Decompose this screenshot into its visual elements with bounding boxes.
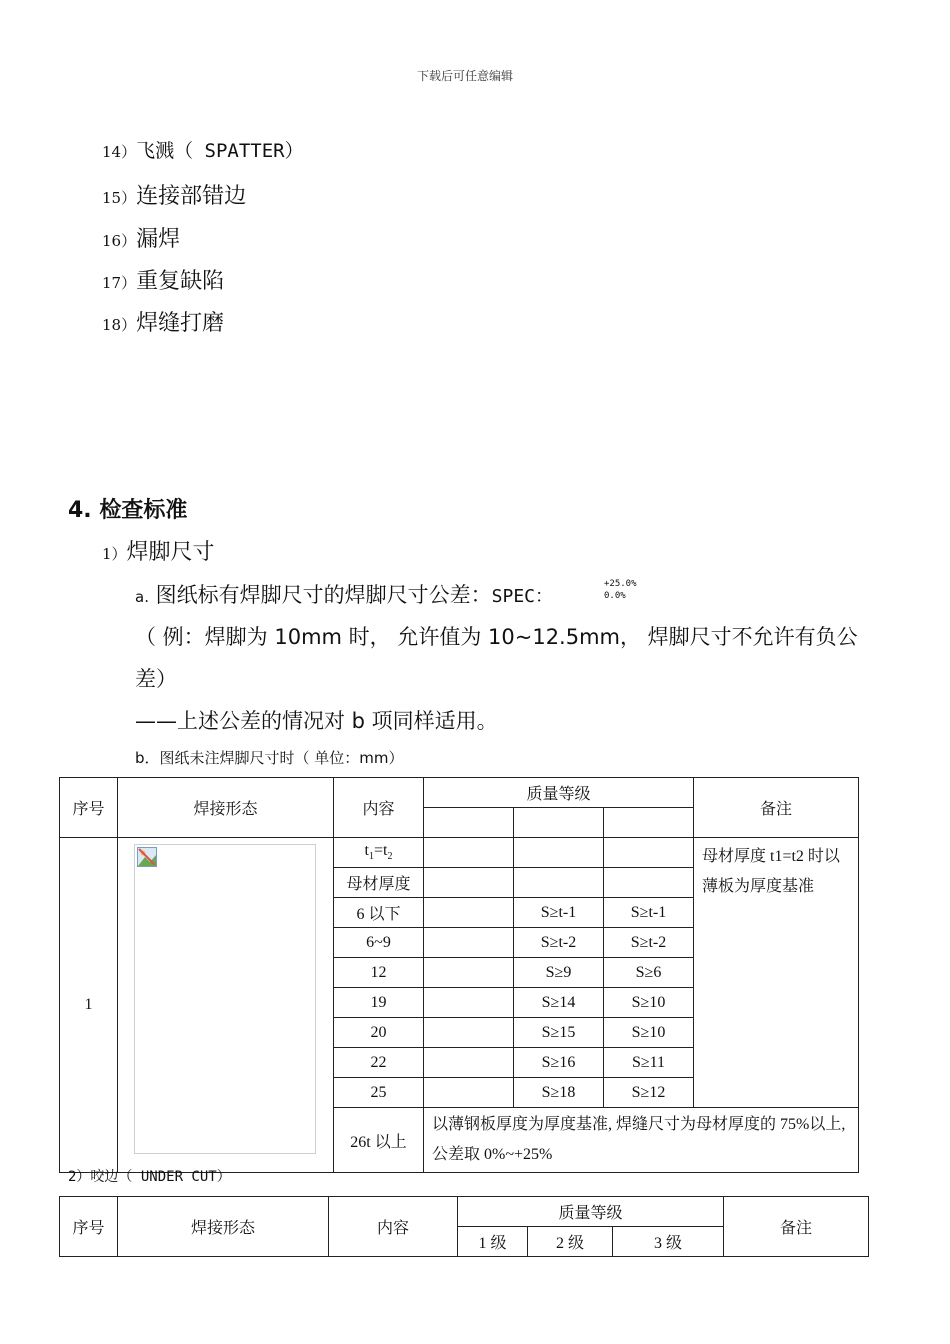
para-a-label: a. <box>135 588 149 606</box>
grade-cell <box>604 838 694 868</box>
list-item <box>102 179 246 210</box>
grade-cell <box>424 898 514 928</box>
subsection-title: 焊脚尺寸 <box>126 540 215 565</box>
grade-subheader <box>604 808 694 838</box>
subsection-heading <box>102 535 215 566</box>
paragraph-b: b．图纸未注焊脚尺寸时（ 单位：mm） <box>135 749 404 767</box>
content-cell: 6~9 <box>334 928 424 958</box>
grade-cell <box>424 1018 514 1048</box>
content-cell: 25 <box>334 1078 424 1108</box>
grade-cell <box>424 988 514 1018</box>
broken-image-icon <box>137 847 157 867</box>
grade-cell: S≥9 <box>514 958 604 988</box>
list-item <box>102 306 224 337</box>
list-item-text: 焊缝打磨 <box>136 311 225 336</box>
note-cell: 母材厚度 t1=t2 时以薄板为厚度基准 <box>694 838 859 1108</box>
header-form: 焊接形态 <box>118 778 334 838</box>
grade-cell: S≥6 <box>604 958 694 988</box>
tolerance-lower: 0.0% <box>604 591 626 601</box>
subsection-number: 1） <box>102 545 127 563</box>
header-grade: 质量等级 <box>424 778 694 808</box>
grade-cell: S≥15 <box>514 1018 604 1048</box>
grade-level: 1 级 <box>458 1227 528 1257</box>
grade-cell: S≥12 <box>604 1078 694 1108</box>
paragraph-a <box>135 579 553 609</box>
grade-cell <box>514 838 604 868</box>
tolerance <box>604 578 637 602</box>
weld-form-cell <box>118 838 334 1173</box>
header-note: 备注 <box>724 1197 869 1257</box>
grade-cell: S≥16 <box>514 1048 604 1078</box>
list-item-text: 重复缺陷 <box>136 269 225 294</box>
grade-level: 3 级 <box>613 1227 724 1257</box>
header-content: 内容 <box>334 778 424 838</box>
list-item-text: 飞溅（ SPATTER） <box>136 140 304 162</box>
grade-cell: S≥11 <box>604 1048 694 1078</box>
grade-cell: S≥t-2 <box>604 928 694 958</box>
grade-subheader <box>424 808 514 838</box>
content-cell: 22 <box>334 1048 424 1078</box>
undercut-heading: 2）咬边（ UNDER CUT） <box>68 1169 231 1185</box>
content-cell: 19 <box>334 988 424 1018</box>
grade-cell <box>424 1048 514 1078</box>
section-title: 检查标准 <box>99 498 188 523</box>
grade-cell: S≥18 <box>514 1078 604 1108</box>
list-item-number: 16） <box>102 232 137 250</box>
example-line-2: 差） <box>135 667 177 691</box>
grade-cell <box>424 838 514 868</box>
grade-cell <box>514 868 604 898</box>
list-item <box>102 222 180 253</box>
grade-cell: S≥10 <box>604 988 694 1018</box>
grade-level: 2 级 <box>528 1227 613 1257</box>
list-item-number: 17） <box>102 274 137 292</box>
note-line: ——上述公差的情况对 b 项同样适用。 <box>135 709 498 733</box>
grade-cell: S≥t-2 <box>514 928 604 958</box>
weld-leg-table <box>59 777 859 1173</box>
section-number: 4. <box>68 498 92 523</box>
example-line-1: （ 例：焊脚为 10mm 时， 允许值为 10~12.5mm， 焊脚尺寸不允许有负公 <box>135 625 858 649</box>
weld-form-image <box>134 844 316 1154</box>
grade-cell: S≥t-1 <box>514 898 604 928</box>
content-cell: 20 <box>334 1018 424 1048</box>
para-a-text: 图纸标有焊脚尺寸的焊脚尺寸公差： <box>155 583 492 607</box>
header-grade: 质量等级 <box>458 1197 724 1227</box>
header-note: 备注 <box>694 778 859 838</box>
content-cell: $t_1=t_2$ <box>334 838 424 868</box>
content-cell: 12 <box>334 958 424 988</box>
grade-cell <box>424 928 514 958</box>
list-item-number: 15） <box>102 189 137 207</box>
section-heading <box>68 493 187 524</box>
page-header: 下载后可任意编辑 <box>416 69 513 83</box>
grade-cell <box>424 958 514 988</box>
grade-cell: S≥t-1 <box>604 898 694 928</box>
list-item-text: 连接部错边 <box>136 184 247 209</box>
grade-cell: S≥14 <box>514 988 604 1018</box>
grade-cell <box>424 1078 514 1108</box>
header-no: 序号 <box>60 778 118 838</box>
header-form: 焊接形态 <box>118 1197 329 1257</box>
list-item-text: 漏焊 <box>136 227 181 252</box>
header-no: 序号 <box>60 1197 118 1257</box>
header-content: 内容 <box>329 1197 458 1257</box>
content-cell: 6 以下 <box>334 898 424 928</box>
spec-label: SPEC： <box>491 586 554 607</box>
content-cell: 母材厚度 <box>334 868 424 898</box>
list-item <box>102 264 224 295</box>
tolerance-upper: +25.0% <box>604 579 637 589</box>
content-cell: 26t 以上 <box>334 1108 424 1173</box>
list-item <box>102 136 304 163</box>
thick-plate-rule: 以薄钢板厚度为厚度基准, 焊缝尺寸为母材厚度的 75%以上, 公差取 0%~+25% <box>424 1108 859 1173</box>
row-number: 1 <box>60 838 118 1173</box>
list-item-number: 18） <box>102 316 137 334</box>
grade-cell: S≥10 <box>604 1018 694 1048</box>
grade-cell <box>424 868 514 898</box>
grade-cell <box>604 868 694 898</box>
list-item-number: 14） <box>102 143 137 161</box>
undercut-table <box>59 1196 869 1257</box>
grade-subheader <box>514 808 604 838</box>
